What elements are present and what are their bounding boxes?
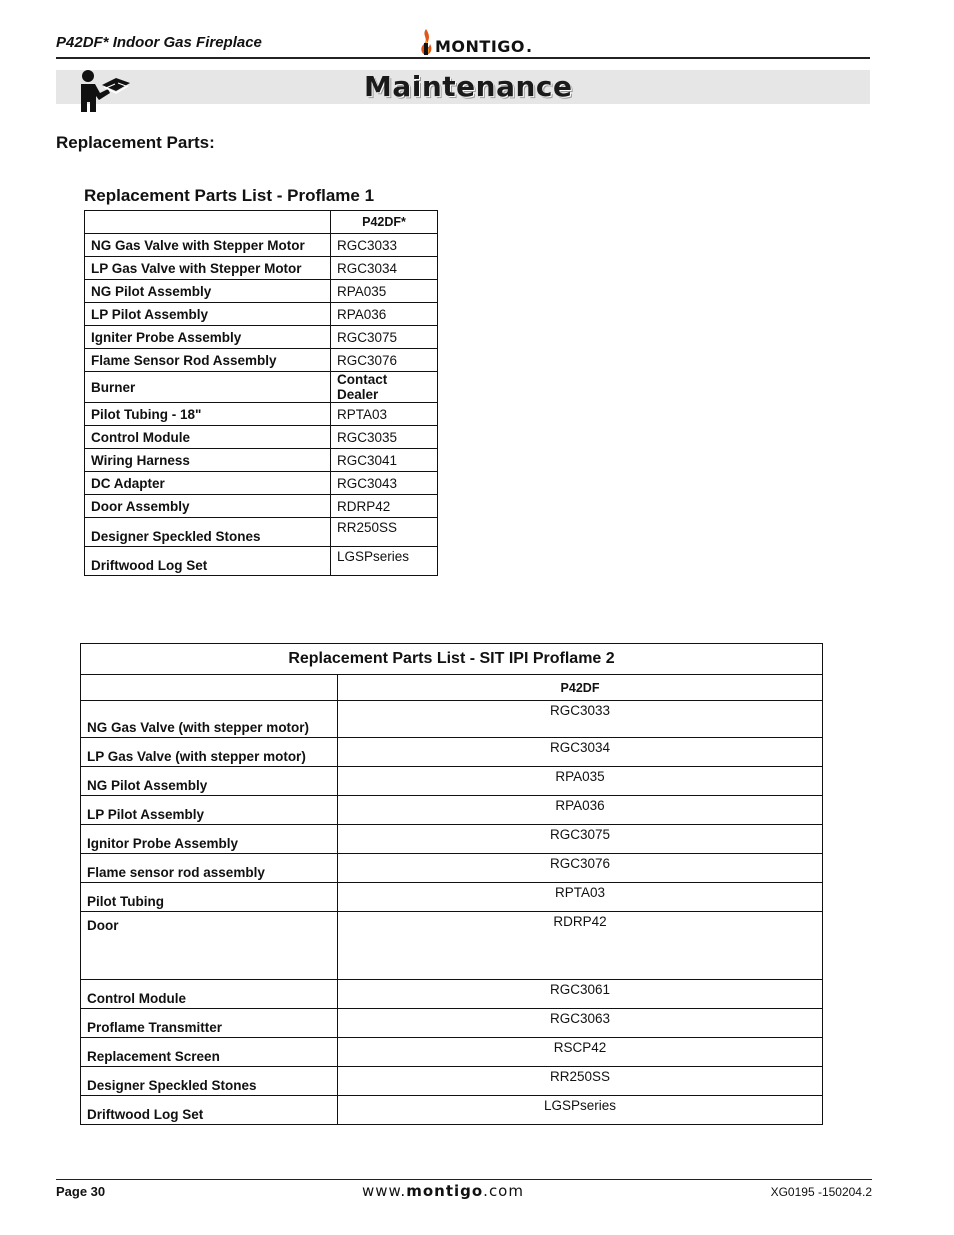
table-row [85,349,438,372]
part-name: Control Module [85,426,331,449]
part-number: RDRP42 [338,912,823,980]
logo-dot: . [526,37,533,56]
part-name: Door [81,912,338,980]
header-blank-cell [81,675,338,701]
table-row [81,738,823,767]
read-manual-icon [78,69,136,113]
part-number: RPA036 [331,303,438,326]
part-name: NG Pilot Assembly [85,280,331,303]
table-row [81,767,823,796]
table-row [85,372,438,403]
part-name: Designer Speckled Stones [85,518,331,547]
table-row [81,1038,823,1067]
part-number: RGC3075 [331,326,438,349]
url-suffix: .com [483,1182,524,1200]
part-number: RPTA03 [338,883,823,912]
table-row [85,472,438,495]
part-name: Wiring Harness [85,449,331,472]
part-name: Door Assembly [85,495,331,518]
table-row [81,912,823,980]
part-name: DC Adapter [85,472,331,495]
url-prefix: www. [362,1182,407,1200]
part-number: RGC3061 [338,980,823,1009]
parts-table-sit-ipi-proflame-2 [80,643,823,1125]
banner-title: Maintenance [364,70,573,103]
table-row [81,1067,823,1096]
table-row [85,403,438,426]
table-row [85,449,438,472]
part-number: RGC3075 [338,825,823,854]
part-number: RGC3034 [331,257,438,280]
part-name: NG Gas Valve with Stepper Motor [85,234,331,257]
table2-title: Replacement Parts List - SIT IPI Proflame 2 [81,644,823,675]
part-name: Igniter Probe Assembly [85,326,331,349]
part-number: RGC3035 [331,426,438,449]
flame-icon [418,28,434,56]
part-number: RR250SS [338,1067,823,1096]
part-name: Proflame Transmitter [81,1009,338,1038]
part-name: LP Pilot Assembly [81,796,338,825]
table-row [81,796,823,825]
column-header: P42DF [338,675,823,701]
part-number: RPA036 [338,796,823,825]
part-name: Driftwood Log Set [81,1096,338,1125]
document-title: P42DF* Indoor Gas Fireplace [56,34,262,51]
table1-title: Replacement Parts List - Proflame 1 [84,186,375,205]
table-row [85,547,438,576]
table-header-row [85,211,438,234]
part-number: Contact Dealer [331,372,438,403]
part-name: NG Gas Valve (with stepper motor) [81,701,338,738]
part-number: RGC3034 [338,738,823,767]
part-number: RDRP42 [331,495,438,518]
part-name: LP Gas Valve (with stepper motor) [81,738,338,767]
table-row [85,303,438,326]
part-number: LGSPseries [331,547,438,576]
url-brand: montigo [406,1182,484,1200]
part-name: Pilot Tubing - 18" [85,403,331,426]
part-number: RGC3063 [338,1009,823,1038]
page-number: Page 30 [56,1184,106,1199]
table-row [85,257,438,280]
part-number: RR250SS [331,518,438,547]
part-number: RSCP42 [338,1038,823,1067]
table-header-row [81,675,823,701]
table-row [85,495,438,518]
column-header: P42DF* [331,211,438,234]
footer-divider [56,1179,872,1180]
section-heading: Replacement Parts: [56,133,215,152]
part-name: Designer Speckled Stones [81,1067,338,1096]
table-title-row [81,644,823,675]
part-name: Ignitor Probe Assembly [81,825,338,854]
part-number: RGC3076 [331,349,438,372]
table-row [81,701,823,738]
header-blank-cell [85,211,331,234]
table-row [81,1009,823,1038]
part-name: LP Pilot Assembly [85,303,331,326]
table-row [81,883,823,912]
part-number: RGC3076 [338,854,823,883]
part-number: RGC3033 [331,234,438,257]
part-number: RGC3043 [331,472,438,495]
table-row [85,426,438,449]
section-banner [56,70,870,104]
part-number: LGSPseries [338,1096,823,1125]
part-name: Flame Sensor Rod Assembly [85,349,331,372]
part-number: RPTA03 [331,403,438,426]
part-number: RPA035 [338,767,823,796]
table-row [85,326,438,349]
table-row [81,980,823,1009]
part-name: Replacement Screen [81,1038,338,1067]
table-row [81,825,823,854]
part-number: RGC3033 [338,701,823,738]
part-name: Pilot Tubing [81,883,338,912]
part-name: Control Module [81,980,338,1009]
parts-table-proflame-1 [84,210,438,576]
website-url [362,1182,524,1200]
table-row [85,280,438,303]
part-name: LP Gas Valve with Stepper Motor [85,257,331,280]
document-code: XG0195 -150204.2 [770,1185,872,1199]
table-row [81,854,823,883]
header-divider [56,57,870,59]
part-number: RPA035 [331,280,438,303]
part-number: RGC3041 [331,449,438,472]
montigo-logo [418,24,533,56]
table-row [81,1096,823,1125]
part-name: NG Pilot Assembly [81,767,338,796]
part-name: Flame sensor rod assembly [81,854,338,883]
part-name: Burner [85,372,331,403]
table-row [85,234,438,257]
table-row [85,518,438,547]
part-name: Driftwood Log Set [85,547,331,576]
logo-wordmark: MONTIGO [435,37,526,56]
